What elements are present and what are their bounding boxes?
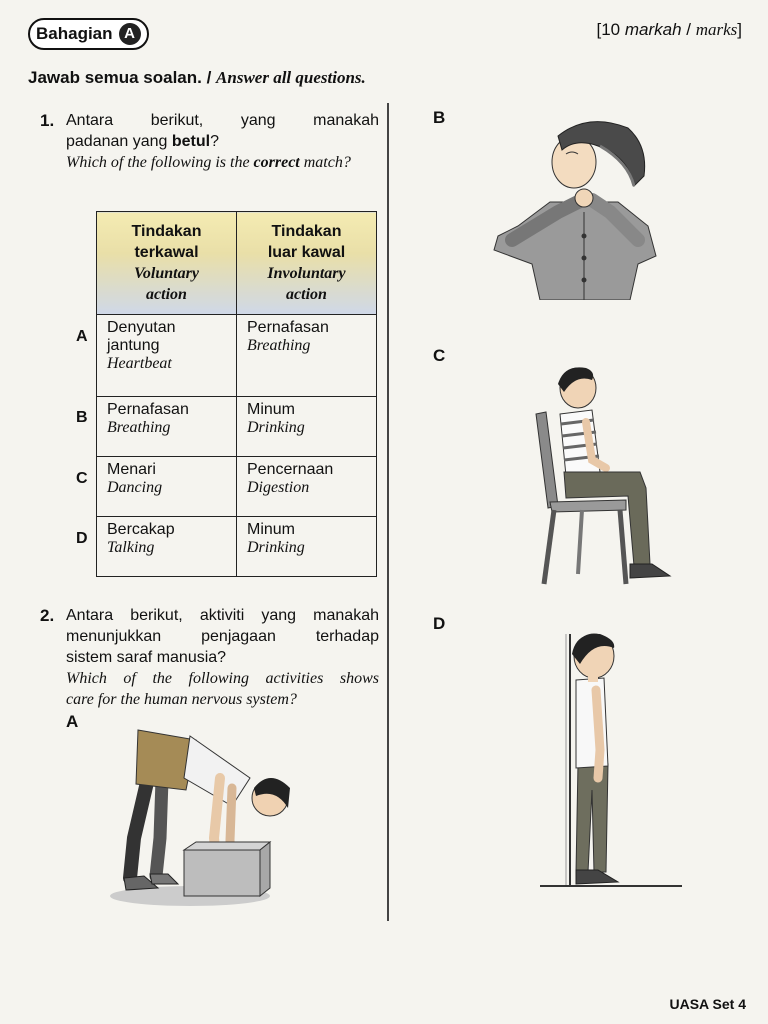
q2-option-a-label: A [66,712,79,731]
table-row: Denyutan jantung Heartbeat Pernafasan Breathing [97,315,377,397]
match-table [96,211,377,577]
table-row: Pernafasan Breathing Minum Drinking [97,397,377,457]
q2-number: 2. [40,606,55,625]
section-label [28,18,149,50]
q1-option-b-label: B [76,409,88,426]
q2-option-c-label: C [433,346,446,365]
instruction-en: Answer all questions. [216,68,366,87]
q2-option-b-label: B [433,108,446,127]
boy-standing-straight-illustration [536,630,686,892]
instruction [28,68,366,88]
q2-option-d-label: D [433,614,446,633]
q1-option-d-label: D [76,530,88,547]
marks-label: [10 markah / marks] [596,20,742,39]
col-voluntary-header: Tindakan terkawal Voluntary action [97,212,237,315]
q2-text: Antara berikut, aktiviti yang manakah menunjukkan penjagaan terhadap sistem saraf manusia? Which of the following activities shows care for the human nervous system? [66,607,379,708]
section-word: Bahagian [36,24,113,43]
column-divider [387,103,389,921]
q1-option-c-label: C [76,470,88,487]
q1-option-a-label: A [76,328,88,345]
section-letter-badge: A [119,23,141,45]
boy-sitting-on-chair-illustration [530,364,680,588]
person-fastening-helmet-illustration [488,116,664,300]
table-row: Bercakap Talking Minum Drinking [97,517,377,577]
instruction-ms: Jawab semua soalan. / [28,68,217,87]
col-involuntary-header: Tindakan luar kawal Involuntary action [237,212,377,315]
q1-number: 1. [40,111,55,130]
person-lifting-box-illustration [100,718,300,910]
q1-text: Antara berikut, yang manakah padanan yang betul? Which of the following is the correct match? [66,112,379,171]
footer-label: UASA Set 4 [669,996,746,1012]
table-row: Menari Dancing Pencernaan Digestion [97,457,377,517]
